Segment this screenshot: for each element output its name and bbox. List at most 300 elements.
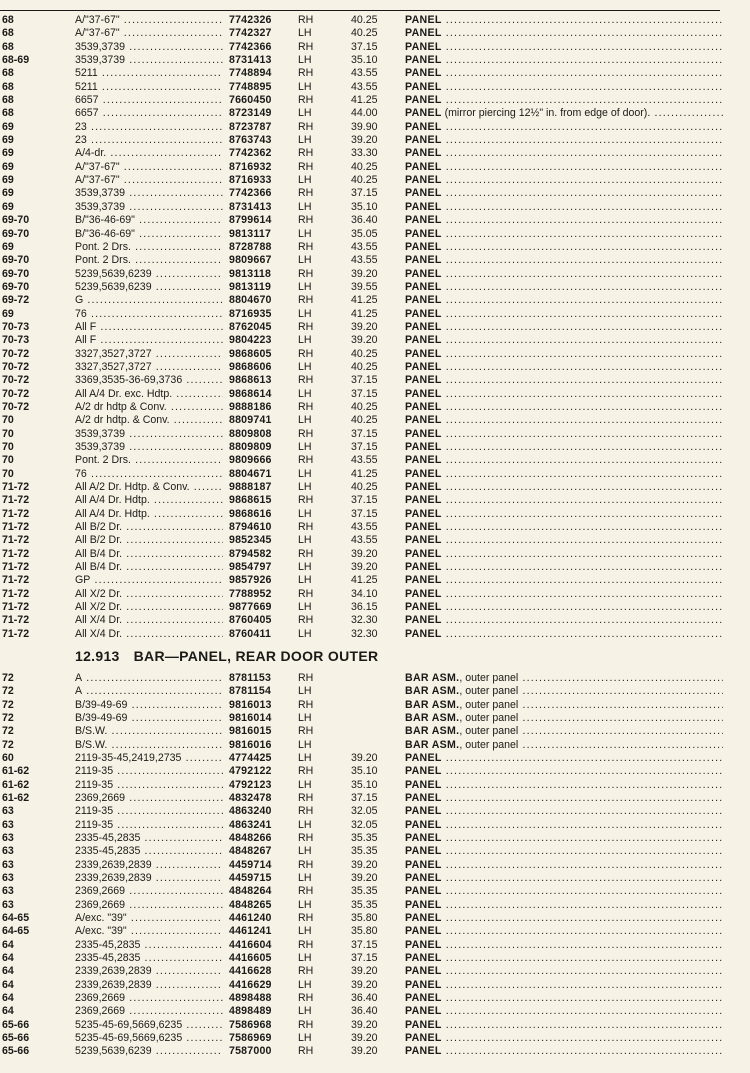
description-name: PANEL xyxy=(405,334,442,347)
description-name: PANEL xyxy=(405,1031,442,1044)
length-cell: 35.80 xyxy=(351,925,378,938)
part-number-cell: 8728788 xyxy=(229,240,272,253)
years-cell: 70-72 xyxy=(2,347,30,360)
table-row xyxy=(0,254,750,267)
length-cell: 35.05 xyxy=(351,227,378,240)
description-cell xyxy=(405,161,723,174)
side-cell: RH xyxy=(298,40,314,53)
model-cell: B/39-49-69 ..... xyxy=(75,699,223,712)
leader-dots xyxy=(442,187,723,199)
model-cell: 6657 ..... xyxy=(75,94,223,107)
table-row xyxy=(0,832,750,845)
model-cell: 3539,3739 ..... xyxy=(75,54,223,67)
table-row xyxy=(0,281,750,294)
length-cell: 39.20 xyxy=(351,1018,378,1031)
description-name: PANEL xyxy=(405,778,442,791)
description-name: PANEL xyxy=(405,925,442,938)
length-cell: 33.30 xyxy=(351,147,378,160)
description-name: PANEL xyxy=(405,280,442,293)
description-name: PANEL xyxy=(405,214,442,227)
side-cell: LH xyxy=(298,561,312,574)
description-cell xyxy=(405,428,723,441)
description-cell xyxy=(405,54,723,67)
leader-dots xyxy=(442,41,723,53)
description-name: PANEL xyxy=(405,845,442,858)
side-cell: LH xyxy=(298,200,312,213)
description-name: PANEL xyxy=(405,898,442,911)
table-row xyxy=(0,228,750,241)
side-cell: LH xyxy=(298,481,312,494)
part-number-cell: 4416628 xyxy=(229,965,272,978)
description-cell xyxy=(405,334,723,347)
part-number-cell: 8809809 xyxy=(229,441,272,453)
description-cell xyxy=(405,94,723,107)
model-cell: 2339,2639,2839 ..... xyxy=(75,965,223,978)
table-row xyxy=(0,174,750,187)
years-cell: 63 xyxy=(2,898,14,911)
description-name: PANEL xyxy=(405,254,442,267)
description-name: PANEL xyxy=(405,67,442,80)
years-cell: 71-72 xyxy=(2,574,30,587)
description-cell xyxy=(405,1019,723,1032)
description-name: PANEL xyxy=(405,107,442,120)
leader-dots xyxy=(442,965,723,977)
years-cell: 71-72 xyxy=(2,521,30,534)
table-row xyxy=(0,468,750,481)
model-cell: All X/2 Dr. ..... xyxy=(75,601,223,614)
leader-dots xyxy=(442,321,723,333)
part-number-cell: 8760411 xyxy=(229,627,272,640)
table-row xyxy=(0,819,750,832)
side-cell: LH xyxy=(298,898,312,911)
length-cell: 39.20 xyxy=(351,134,378,147)
part-number-cell: 4848267 xyxy=(229,845,272,858)
model-cell: A/"37-67" ..... xyxy=(75,14,223,27)
model-cell: Pont. 2 Drs. ..... xyxy=(75,454,223,467)
length-cell: 36.40 xyxy=(351,214,378,227)
length-cell: 39.20 xyxy=(351,547,378,560)
part-number-cell: 8760405 xyxy=(229,614,272,627)
length-cell: 39.20 xyxy=(351,751,378,764)
years-cell: 71-72 xyxy=(2,494,30,507)
model-cell: 5239,5639,6239 ..... xyxy=(75,268,223,281)
years-cell: 72 xyxy=(2,738,14,751)
years-cell: 64 xyxy=(2,978,14,991)
side-cell: LH xyxy=(298,738,312,751)
length-cell: 40.25 xyxy=(351,174,378,187)
part-number-cell: 8731413 xyxy=(229,54,272,67)
description-cell xyxy=(405,561,723,574)
length-cell: 39.20 xyxy=(351,320,378,333)
table-row xyxy=(0,792,750,805)
description-name: BAR ASM. xyxy=(405,672,460,684)
leader-dots xyxy=(442,94,723,106)
years-cell: 64 xyxy=(2,938,14,951)
length-cell: 43.55 xyxy=(351,254,378,267)
leader-dots xyxy=(518,699,723,711)
years-cell: 69-70 xyxy=(2,280,30,293)
length-cell: 41.25 xyxy=(351,574,378,587)
length-cell: 36.15 xyxy=(351,601,378,614)
years-cell: 64 xyxy=(2,991,14,1004)
part-number-cell: 9888186 xyxy=(229,400,272,413)
side-cell: RH xyxy=(298,427,314,440)
table-row xyxy=(0,912,750,925)
table-row xyxy=(0,979,750,992)
table-row xyxy=(0,414,750,427)
length-cell: 43.55 xyxy=(351,521,378,534)
years-cell: 64-65 xyxy=(2,911,30,924)
years-cell: 63 xyxy=(2,831,14,844)
length-cell: 40.25 xyxy=(351,400,378,413)
description-cell xyxy=(405,254,723,267)
leader-dots xyxy=(442,561,723,573)
length-cell: 37.15 xyxy=(351,374,378,387)
leader-dots xyxy=(442,899,723,911)
side-cell: RH xyxy=(298,614,314,627)
leader-dots xyxy=(442,588,723,600)
leader-dots xyxy=(442,601,723,613)
side-cell: LH xyxy=(298,107,312,120)
leader-dots xyxy=(442,254,723,266)
years-cell: 68 xyxy=(2,14,14,26)
top-rule xyxy=(0,10,720,11)
years-cell: 70-72 xyxy=(2,374,30,387)
side-cell: LH xyxy=(298,845,312,858)
model-cell: 3327,3527,3727 ..... xyxy=(75,361,223,374)
section-number: 12.913 xyxy=(75,648,120,664)
part-number-cell: 9816013 xyxy=(229,698,272,711)
leader-dots xyxy=(442,481,723,493)
description-cell xyxy=(405,134,723,147)
years-cell: 71-72 xyxy=(2,601,30,614)
length-cell: 36.40 xyxy=(351,1005,378,1018)
description-cell xyxy=(405,712,723,725)
description-cell xyxy=(405,588,723,601)
leader-dots xyxy=(442,54,723,66)
part-number-cell: 7742366 xyxy=(229,187,272,200)
years-cell: 61-62 xyxy=(2,791,30,804)
description-name: PANEL xyxy=(405,14,442,26)
description-name: PANEL xyxy=(405,587,442,600)
leader-dots xyxy=(442,792,723,804)
description-cell xyxy=(405,614,723,627)
length-cell: 40.25 xyxy=(351,27,378,40)
model-cell: B/S.W. ..... xyxy=(75,725,223,738)
description-cell xyxy=(405,699,723,712)
description-cell xyxy=(405,121,723,134)
table-row xyxy=(0,765,750,778)
model-cell: 6657 ..... xyxy=(75,107,223,120)
leader-dots xyxy=(442,1005,723,1017)
description-name: PANEL xyxy=(405,831,442,844)
model-cell: 2339,2639,2839 ..... xyxy=(75,979,223,992)
description-cell xyxy=(405,268,723,281)
length-cell: 40.25 xyxy=(351,14,378,26)
table-row xyxy=(0,508,750,521)
length-cell: 37.15 xyxy=(351,441,378,453)
description-cell xyxy=(405,952,723,965)
table-row xyxy=(0,588,750,601)
model-cell: 2335-45,2835 ..... xyxy=(75,832,223,845)
description-cell xyxy=(405,685,723,698)
model-cell: A/2 dr hdtp. & Conv. ..... xyxy=(75,414,223,427)
leader-dots xyxy=(442,765,723,777)
length-cell: 36.40 xyxy=(351,991,378,1004)
table-row xyxy=(0,1005,750,1018)
description-name: PANEL xyxy=(405,54,442,67)
bar-panel-parts-list xyxy=(0,672,750,1059)
part-number-cell: 8804671 xyxy=(229,467,272,480)
side-cell: RH xyxy=(298,521,314,534)
description-name: PANEL xyxy=(405,227,442,240)
model-cell: 5239,5639,6239 ..... xyxy=(75,1045,223,1058)
years-cell: 70-72 xyxy=(2,400,30,413)
leader-dots xyxy=(442,574,723,586)
side-cell: LH xyxy=(298,227,312,240)
description-note: , outer panel xyxy=(459,685,519,698)
description-cell xyxy=(405,725,723,738)
part-number-cell: 7748894 xyxy=(229,67,272,80)
length-cell: 41.25 xyxy=(351,307,378,320)
years-cell: 72 xyxy=(2,725,14,738)
side-cell: RH xyxy=(298,1045,314,1058)
years-cell: 64-65 xyxy=(2,925,30,938)
model-cell: 3539,3739 ..... xyxy=(75,441,223,454)
length-cell: 39.20 xyxy=(351,334,378,347)
description-name: PANEL xyxy=(405,911,442,924)
part-number-cell: 8723787 xyxy=(229,120,272,133)
model-cell: 2339,2639,2839 ..... xyxy=(75,859,223,872)
description-cell xyxy=(405,81,723,94)
leader-dots xyxy=(442,441,723,453)
length-cell: 39.20 xyxy=(351,858,378,871)
model-cell: B/"36-46-69" ..... xyxy=(75,228,223,241)
part-number-cell: 9868613 xyxy=(229,374,272,387)
side-cell: LH xyxy=(298,134,312,147)
part-number-cell: 4898489 xyxy=(229,1005,272,1018)
part-number-cell: 4848264 xyxy=(229,885,272,898)
table-row xyxy=(0,428,750,441)
leader-dots xyxy=(518,739,723,751)
length-cell: 40.25 xyxy=(351,481,378,494)
table-row xyxy=(0,872,750,885)
description-cell xyxy=(405,752,723,765)
table-row xyxy=(0,628,750,641)
length-cell: 37.15 xyxy=(351,791,378,804)
side-cell: LH xyxy=(298,307,312,320)
years-cell: 68-69 xyxy=(2,54,30,67)
part-number-cell: 4898488 xyxy=(229,991,272,1004)
part-number-cell: 4848265 xyxy=(229,898,272,911)
side-cell: LH xyxy=(298,334,312,347)
table-row xyxy=(0,925,750,938)
description-cell xyxy=(405,1005,723,1018)
length-cell: 40.25 xyxy=(351,347,378,360)
leader-dots xyxy=(442,121,723,133)
leader-dots xyxy=(442,1032,723,1044)
part-number-cell: 7587000 xyxy=(229,1045,272,1058)
years-cell: 71-72 xyxy=(2,587,30,600)
description-name: PANEL xyxy=(405,94,442,107)
length-cell: 32.30 xyxy=(351,627,378,640)
table-row xyxy=(0,81,750,94)
table-row xyxy=(0,952,750,965)
description-cell xyxy=(405,14,723,27)
side-cell: LH xyxy=(298,627,312,640)
table-row xyxy=(0,321,750,334)
leader-dots xyxy=(442,161,723,173)
description-cell xyxy=(405,388,723,401)
leader-dots xyxy=(442,925,723,937)
description-name: PANEL xyxy=(405,534,442,547)
description-cell xyxy=(405,672,723,685)
description-name: PANEL xyxy=(405,751,442,764)
description-name: PANEL xyxy=(405,951,442,964)
years-cell: 68 xyxy=(2,94,14,107)
side-cell: LH xyxy=(298,601,312,614)
years-cell: 63 xyxy=(2,845,14,858)
length-cell: 40.25 xyxy=(351,414,378,427)
table-row xyxy=(0,401,750,414)
table-row xyxy=(0,54,750,67)
years-cell: 69-72 xyxy=(2,294,30,307)
table-row xyxy=(0,574,750,587)
years-cell: 63 xyxy=(2,858,14,871)
leader-dots xyxy=(442,548,723,560)
model-cell: Pont. 2 Drs. ..... xyxy=(75,254,223,267)
side-cell: RH xyxy=(298,765,314,778)
table-row xyxy=(0,134,750,147)
table-row xyxy=(0,67,750,80)
years-cell: 64 xyxy=(2,951,14,964)
description-cell xyxy=(405,147,723,160)
side-cell: RH xyxy=(298,147,314,160)
side-cell: RH xyxy=(298,94,314,107)
part-number-cell: 8809808 xyxy=(229,427,272,440)
length-cell: 39.20 xyxy=(351,1031,378,1044)
leader-dots xyxy=(442,952,723,964)
description-name: PANEL xyxy=(405,614,442,627)
description-cell xyxy=(405,885,723,898)
description-cell xyxy=(405,601,723,614)
table-row xyxy=(0,885,750,898)
description-name: PANEL xyxy=(405,601,442,614)
years-cell: 71-72 xyxy=(2,627,30,640)
leader-dots xyxy=(442,614,723,626)
side-cell: RH xyxy=(298,547,314,560)
length-cell: 43.55 xyxy=(351,67,378,80)
years-cell: 68 xyxy=(2,67,14,80)
leader-dots xyxy=(442,912,723,924)
description-cell xyxy=(405,1045,723,1058)
table-row xyxy=(0,521,750,534)
years-cell: 69 xyxy=(2,174,14,187)
description-cell xyxy=(405,294,723,307)
model-cell: A/"37-67" ..... xyxy=(75,161,223,174)
description-cell xyxy=(405,187,723,200)
leader-dots xyxy=(442,214,723,226)
description-cell xyxy=(405,912,723,925)
leader-dots xyxy=(442,308,723,320)
description-name: PANEL xyxy=(405,360,442,373)
years-cell: 63 xyxy=(2,871,14,884)
model-cell: 3327,3527,3727 ..... xyxy=(75,348,223,361)
table-row xyxy=(0,201,750,214)
description-name: PANEL xyxy=(405,134,442,147)
model-cell: 2339,2639,2839 ..... xyxy=(75,872,223,885)
length-cell: 43.55 xyxy=(351,534,378,547)
description-cell xyxy=(405,508,723,521)
part-number-cell: 4416629 xyxy=(229,978,272,991)
part-number-cell: 4459715 xyxy=(229,871,272,884)
length-cell: 39.20 xyxy=(351,871,378,884)
part-number-cell: 4459714 xyxy=(229,858,272,871)
years-cell: 69-70 xyxy=(2,214,30,227)
part-number-cell: 9804223 xyxy=(229,334,272,347)
side-cell: RH xyxy=(298,911,314,924)
leader-dots xyxy=(442,67,723,79)
side-cell: LH xyxy=(298,751,312,764)
years-cell: 69 xyxy=(2,307,14,320)
years-cell: 71-72 xyxy=(2,481,30,494)
side-cell: RH xyxy=(298,374,314,387)
table-row xyxy=(0,779,750,792)
part-number-cell: 4792123 xyxy=(229,778,272,791)
description-cell xyxy=(405,739,723,752)
model-cell: A/"37-67" ..... xyxy=(75,27,223,40)
description-name: PANEL xyxy=(405,481,442,494)
description-name: PANEL xyxy=(405,494,442,507)
years-cell: 69 xyxy=(2,187,14,200)
length-cell: 37.15 xyxy=(351,494,378,507)
description-cell xyxy=(405,832,723,845)
leader-dots xyxy=(442,805,723,817)
leader-dots xyxy=(442,81,723,93)
length-cell: 39.55 xyxy=(351,280,378,293)
description-cell xyxy=(405,441,723,454)
years-cell: 65-66 xyxy=(2,1018,30,1031)
model-cell: 2369,2669 ..... xyxy=(75,899,223,912)
description-name: PANEL xyxy=(405,40,442,53)
description-name: PANEL xyxy=(405,427,442,440)
years-cell: 70-72 xyxy=(2,360,30,373)
leader-dots xyxy=(442,414,723,426)
description-note: , outer panel xyxy=(459,725,519,738)
model-cell: 2335-45,2835 ..... xyxy=(75,939,223,952)
length-cell: 35.35 xyxy=(351,898,378,911)
description-name: PANEL xyxy=(405,174,442,187)
description-name: PANEL xyxy=(405,561,442,574)
table-row xyxy=(0,614,750,627)
part-number-cell: 8716933 xyxy=(229,174,272,187)
model-cell: 2335-45,2835 ..... xyxy=(75,952,223,965)
part-number-cell: 4461240 xyxy=(229,911,272,924)
years-cell: 60 xyxy=(2,751,14,764)
part-number-cell: 8723149 xyxy=(229,107,272,120)
leader-dots xyxy=(442,201,723,213)
description-name: PANEL xyxy=(405,414,442,427)
model-cell: All B/4 Dr. ..... xyxy=(75,561,223,574)
model-cell: A/"37-67" ..... xyxy=(75,174,223,187)
part-number-cell: 7742362 xyxy=(229,147,272,160)
description-cell xyxy=(405,348,723,361)
part-number-cell: 9877669 xyxy=(229,601,272,614)
table-row xyxy=(0,1019,750,1032)
model-cell: 2369,2669 ..... xyxy=(75,992,223,1005)
description-name: PANEL xyxy=(405,387,442,400)
model-cell: 2119-35 ..... xyxy=(75,779,223,792)
